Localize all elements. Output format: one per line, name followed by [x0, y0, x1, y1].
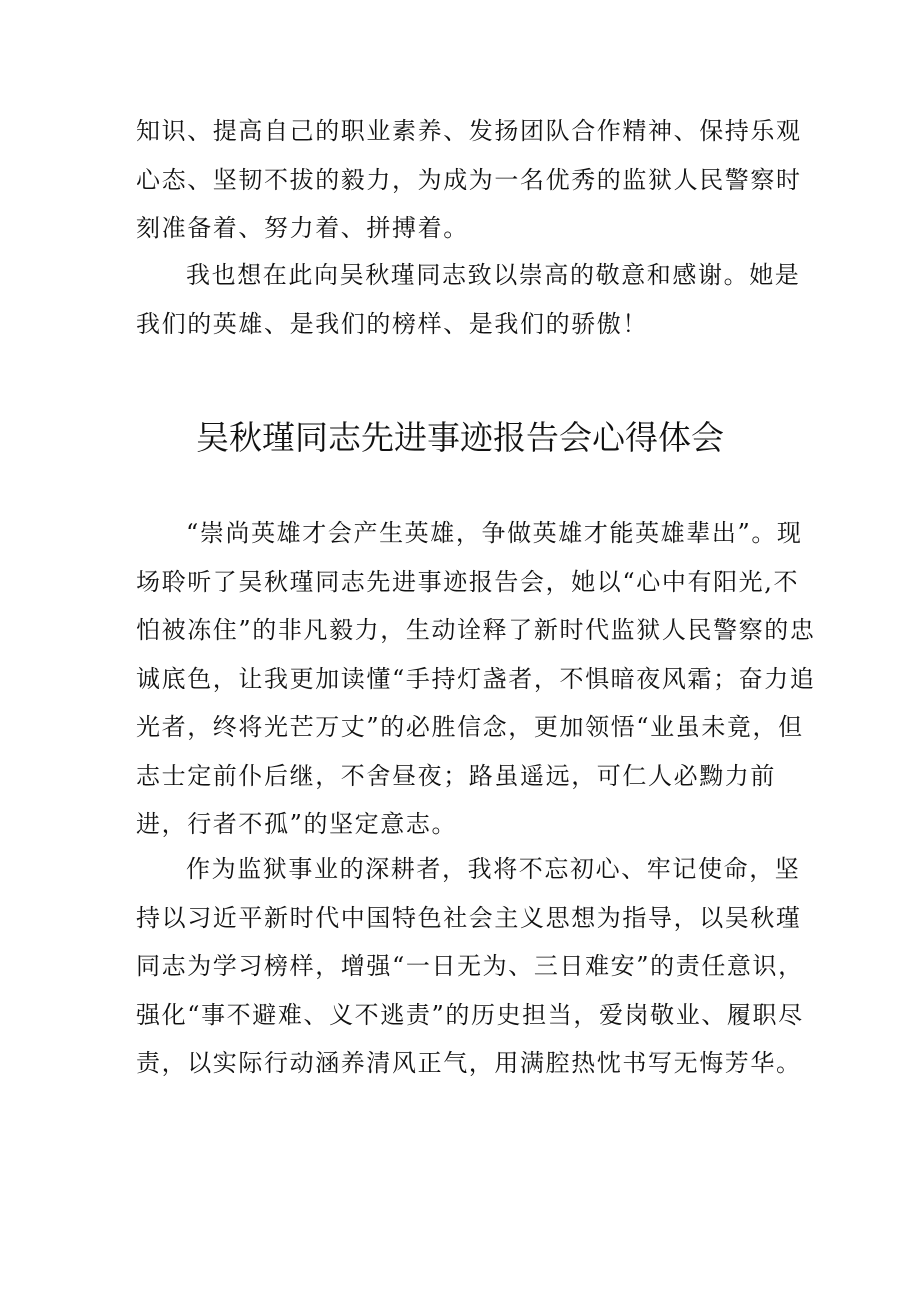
paragraph-commitment: 作为监狱事业的深耕者，我将不忘初心、牢记使命，坚持以习近平新时代中国特色社会主义思想为指导，以吴秋瑾同志为学习榜样，增强“一日无为、三日难安”的责任意识，强化“事不避难、义不逃责”的历史担当，爱岗敬业、履职尽责，以实际行动涵养清风正气，用满腔热忱书写无悔芳华。 [136, 855, 804, 1077]
paragraph-thanks: 我也想在此向吴秋瑾同志致以崇高的敬意和感谢。她是我们的英雄、是我们的榜样、是我们的骄傲！ [136, 261, 801, 338]
paragraph-continued: 知识、提高自己的职业素养、发扬团队合作精神、保持乐观心态、坚韧不拔的毅力，为成为一名优秀的监狱人民警察时刻准备着、努力着、拼搏着。 [136, 117, 802, 242]
document-title: 吴秋瑾同志先进事迹报告会心得体会 [196, 418, 724, 457]
paragraph-intro: “崇尚英雄才会产生英雄，争做英雄才能英雄辈出”。现场聆听了吴秋瑾同志先进事迹报告会，她以“心中有阳光,不怕被冻住”的非凡毅力，生动诠释了新时代监狱人民警察的忠诚底色，让我更加读懂“手持灯盏者，不惧暗夜风霜；奋力追光者，终将光芒万丈”的必胜信念，更加领悟“业虽未竟，但志士定前仆后继，不舍昼夜；路虽遥远，可仁人必黝力前进，行者不孤”的坚定意志。 [136, 519, 816, 838]
